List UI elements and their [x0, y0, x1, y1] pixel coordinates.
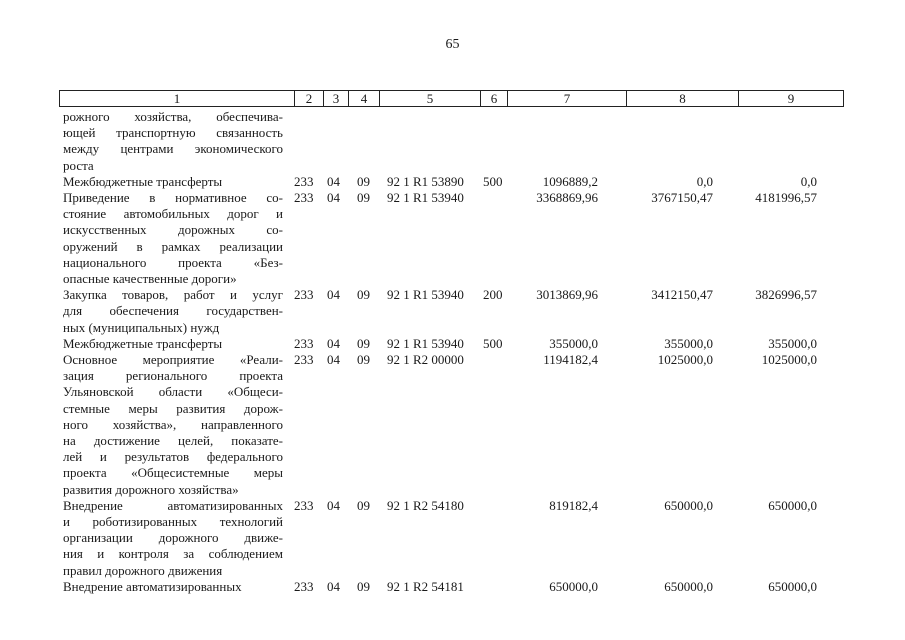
column-header-9: 9: [739, 91, 844, 107]
row-cell-c8: 650000,0: [664, 497, 713, 513]
row-name-line: ющей транспортную связанность: [63, 125, 283, 141]
row-cell-c5: 92 1 R1 53940: [387, 287, 464, 303]
table-row: [63, 336, 843, 352]
row-cell-c2: 233: [294, 497, 314, 513]
row-cell-c7: 650000,0: [549, 578, 598, 594]
row-cell-c7: 3013869,96: [536, 287, 598, 303]
row-name: [63, 579, 283, 595]
row-name: [63, 190, 283, 287]
column-header-table: [59, 90, 844, 107]
row-cell-c9: 650000,0: [768, 578, 817, 594]
row-name: [63, 336, 283, 352]
row-name-line: опасные качественные дороги»: [63, 271, 237, 287]
row-cell-c2: 233: [294, 352, 314, 368]
row-cell-c7: 1194182,4: [543, 352, 598, 368]
row-name-line: развития дорожного хозяйства»: [63, 481, 239, 497]
row-cell-c2: 233: [294, 578, 314, 594]
row-name-line: Межбюджетные трансферты: [63, 335, 223, 351]
row-cell-c3: 04: [327, 287, 340, 303]
row-cell-c5: 92 1 R2 54181: [387, 578, 464, 594]
row-name: [63, 174, 283, 190]
row-cell-c4: 09: [357, 190, 370, 206]
row-name-line: между центрами экономического: [63, 141, 283, 157]
row-cell-c5: 92 1 R1 53890: [387, 173, 464, 189]
row-name-line: проекта «Общесистемные меры: [63, 465, 283, 481]
row-name-line: искусственных дорожных со-: [63, 222, 283, 238]
row-cell-c9: 355000,0: [768, 335, 817, 351]
row-cell-c7: 1096889,2: [542, 173, 598, 189]
column-header-1: 1: [60, 91, 295, 107]
row-name-line: правил дорожного движения: [63, 562, 223, 578]
row-cell-c8: 3412150,47: [651, 287, 713, 303]
column-header-row: [60, 91, 844, 107]
row-cell-c7: 3368869,96: [536, 190, 598, 206]
row-cell-c9: 650000,0: [768, 497, 817, 513]
row-cell-c2: 233: [294, 173, 314, 189]
row-cell-c2: 233: [294, 335, 314, 351]
row-cell-c3: 04: [327, 352, 340, 368]
table-row: [63, 352, 843, 498]
table-row: [63, 174, 843, 190]
table-row: [63, 109, 843, 174]
row-cell-c3: 04: [327, 173, 340, 189]
row-name-line: зация регионального проекта: [63, 368, 283, 384]
row-cell-c9: 4181996,57: [755, 190, 817, 206]
row-cell-c3: 04: [327, 335, 340, 351]
row-name-line: стемные меры развития дорож-: [63, 400, 283, 416]
row-cell-c4: 09: [357, 352, 370, 368]
row-name-line: Закупка товаров, работ и услуг: [63, 287, 283, 303]
row-cell-c8: 355000,0: [664, 335, 713, 351]
table-row: [63, 579, 843, 595]
row-cell-c3: 04: [327, 190, 340, 206]
column-header-4: 4: [349, 91, 380, 107]
row-cell-c4: 09: [357, 173, 370, 189]
table-row: [63, 190, 843, 287]
row-name-line: ных (муниципальных) нужд: [63, 319, 220, 335]
row-name: [63, 498, 283, 579]
row-name-line: роста: [63, 157, 94, 173]
row-cell-c5: 92 1 R2 00000: [387, 352, 464, 368]
row-cell-c5: 92 1 R1 53940: [387, 190, 464, 206]
row-cell-c3: 04: [327, 497, 340, 513]
row-name-line: на достижение целей, показате-: [63, 433, 283, 449]
row-name-line: стояние автомобильных дорог и: [63, 206, 283, 222]
row-cell-c7: 355000,0: [549, 335, 598, 351]
row-cell-c9: 3826996,57: [755, 287, 817, 303]
row-name-line: организации дорожного движе-: [63, 530, 283, 546]
row-cell-c4: 09: [357, 497, 370, 513]
row-name-line: и роботизированных технологий: [63, 514, 283, 530]
page-number: 65: [445, 37, 460, 52]
row-cell-c4: 09: [357, 578, 370, 594]
row-cell-c4: 09: [357, 335, 370, 351]
row-cell-c8: 650000,0: [664, 578, 713, 594]
column-header-7: 7: [508, 91, 627, 107]
row-name-line: лей и результатов федерального: [63, 449, 283, 465]
row-name-line: оружений в рамках реализации: [63, 238, 283, 254]
row-cell-c9: 1025000,0: [761, 352, 817, 368]
table-row: [63, 287, 843, 336]
row-cell-c8: 3767150,47: [651, 190, 713, 206]
row-cell-c8: 0,0: [696, 173, 713, 189]
row-name-line: ного хозяйства», направленного: [63, 416, 283, 432]
row-cell-c8: 1025000,0: [657, 352, 713, 368]
row-name: [63, 287, 283, 336]
row-name-line: Внедрение автоматизированных: [63, 578, 242, 594]
row-cell-c6: 500: [483, 335, 503, 351]
row-cell-c3: 04: [327, 578, 340, 594]
row-name-line: Приведение в нормативное со-: [63, 190, 283, 206]
row-name-line: Основное мероприятие «Реали-: [63, 352, 283, 368]
row-cell-c9: 0,0: [800, 173, 817, 189]
column-header-2: 2: [295, 91, 324, 107]
row-cell-c6: 500: [483, 173, 503, 189]
row-cell-c7: 819182,4: [549, 497, 598, 513]
row-name-line: национального проекта «Без-: [63, 254, 283, 270]
row-name-line: для обеспечения государствен-: [63, 303, 283, 319]
row-cell-c5: 92 1 R2 54180: [387, 497, 464, 513]
column-header-3: 3: [324, 91, 349, 107]
table-body: [63, 109, 843, 595]
row-name: [63, 352, 283, 498]
row-cell-c4: 09: [357, 287, 370, 303]
row-cell-c2: 233: [294, 190, 314, 206]
row-cell-c6: 200: [483, 287, 503, 303]
column-header-6: 6: [481, 91, 508, 107]
column-header-8: 8: [627, 91, 739, 107]
row-name: [63, 109, 283, 174]
row-cell-c5: 92 1 R1 53940: [387, 335, 464, 351]
row-name-line: Межбюджетные трансферты: [63, 173, 223, 189]
row-cell-c2: 233: [294, 287, 314, 303]
row-name-line: ния и контроля за соблюдением: [63, 546, 283, 562]
row-name-line: Ульяновской области «Общеси-: [63, 384, 283, 400]
row-name-line: рожного хозяйства, обеспечива-: [63, 109, 283, 124]
table-row: [63, 498, 843, 579]
row-name-line: Внедрение автоматизированных: [63, 497, 283, 513]
column-header-5: 5: [380, 91, 481, 107]
